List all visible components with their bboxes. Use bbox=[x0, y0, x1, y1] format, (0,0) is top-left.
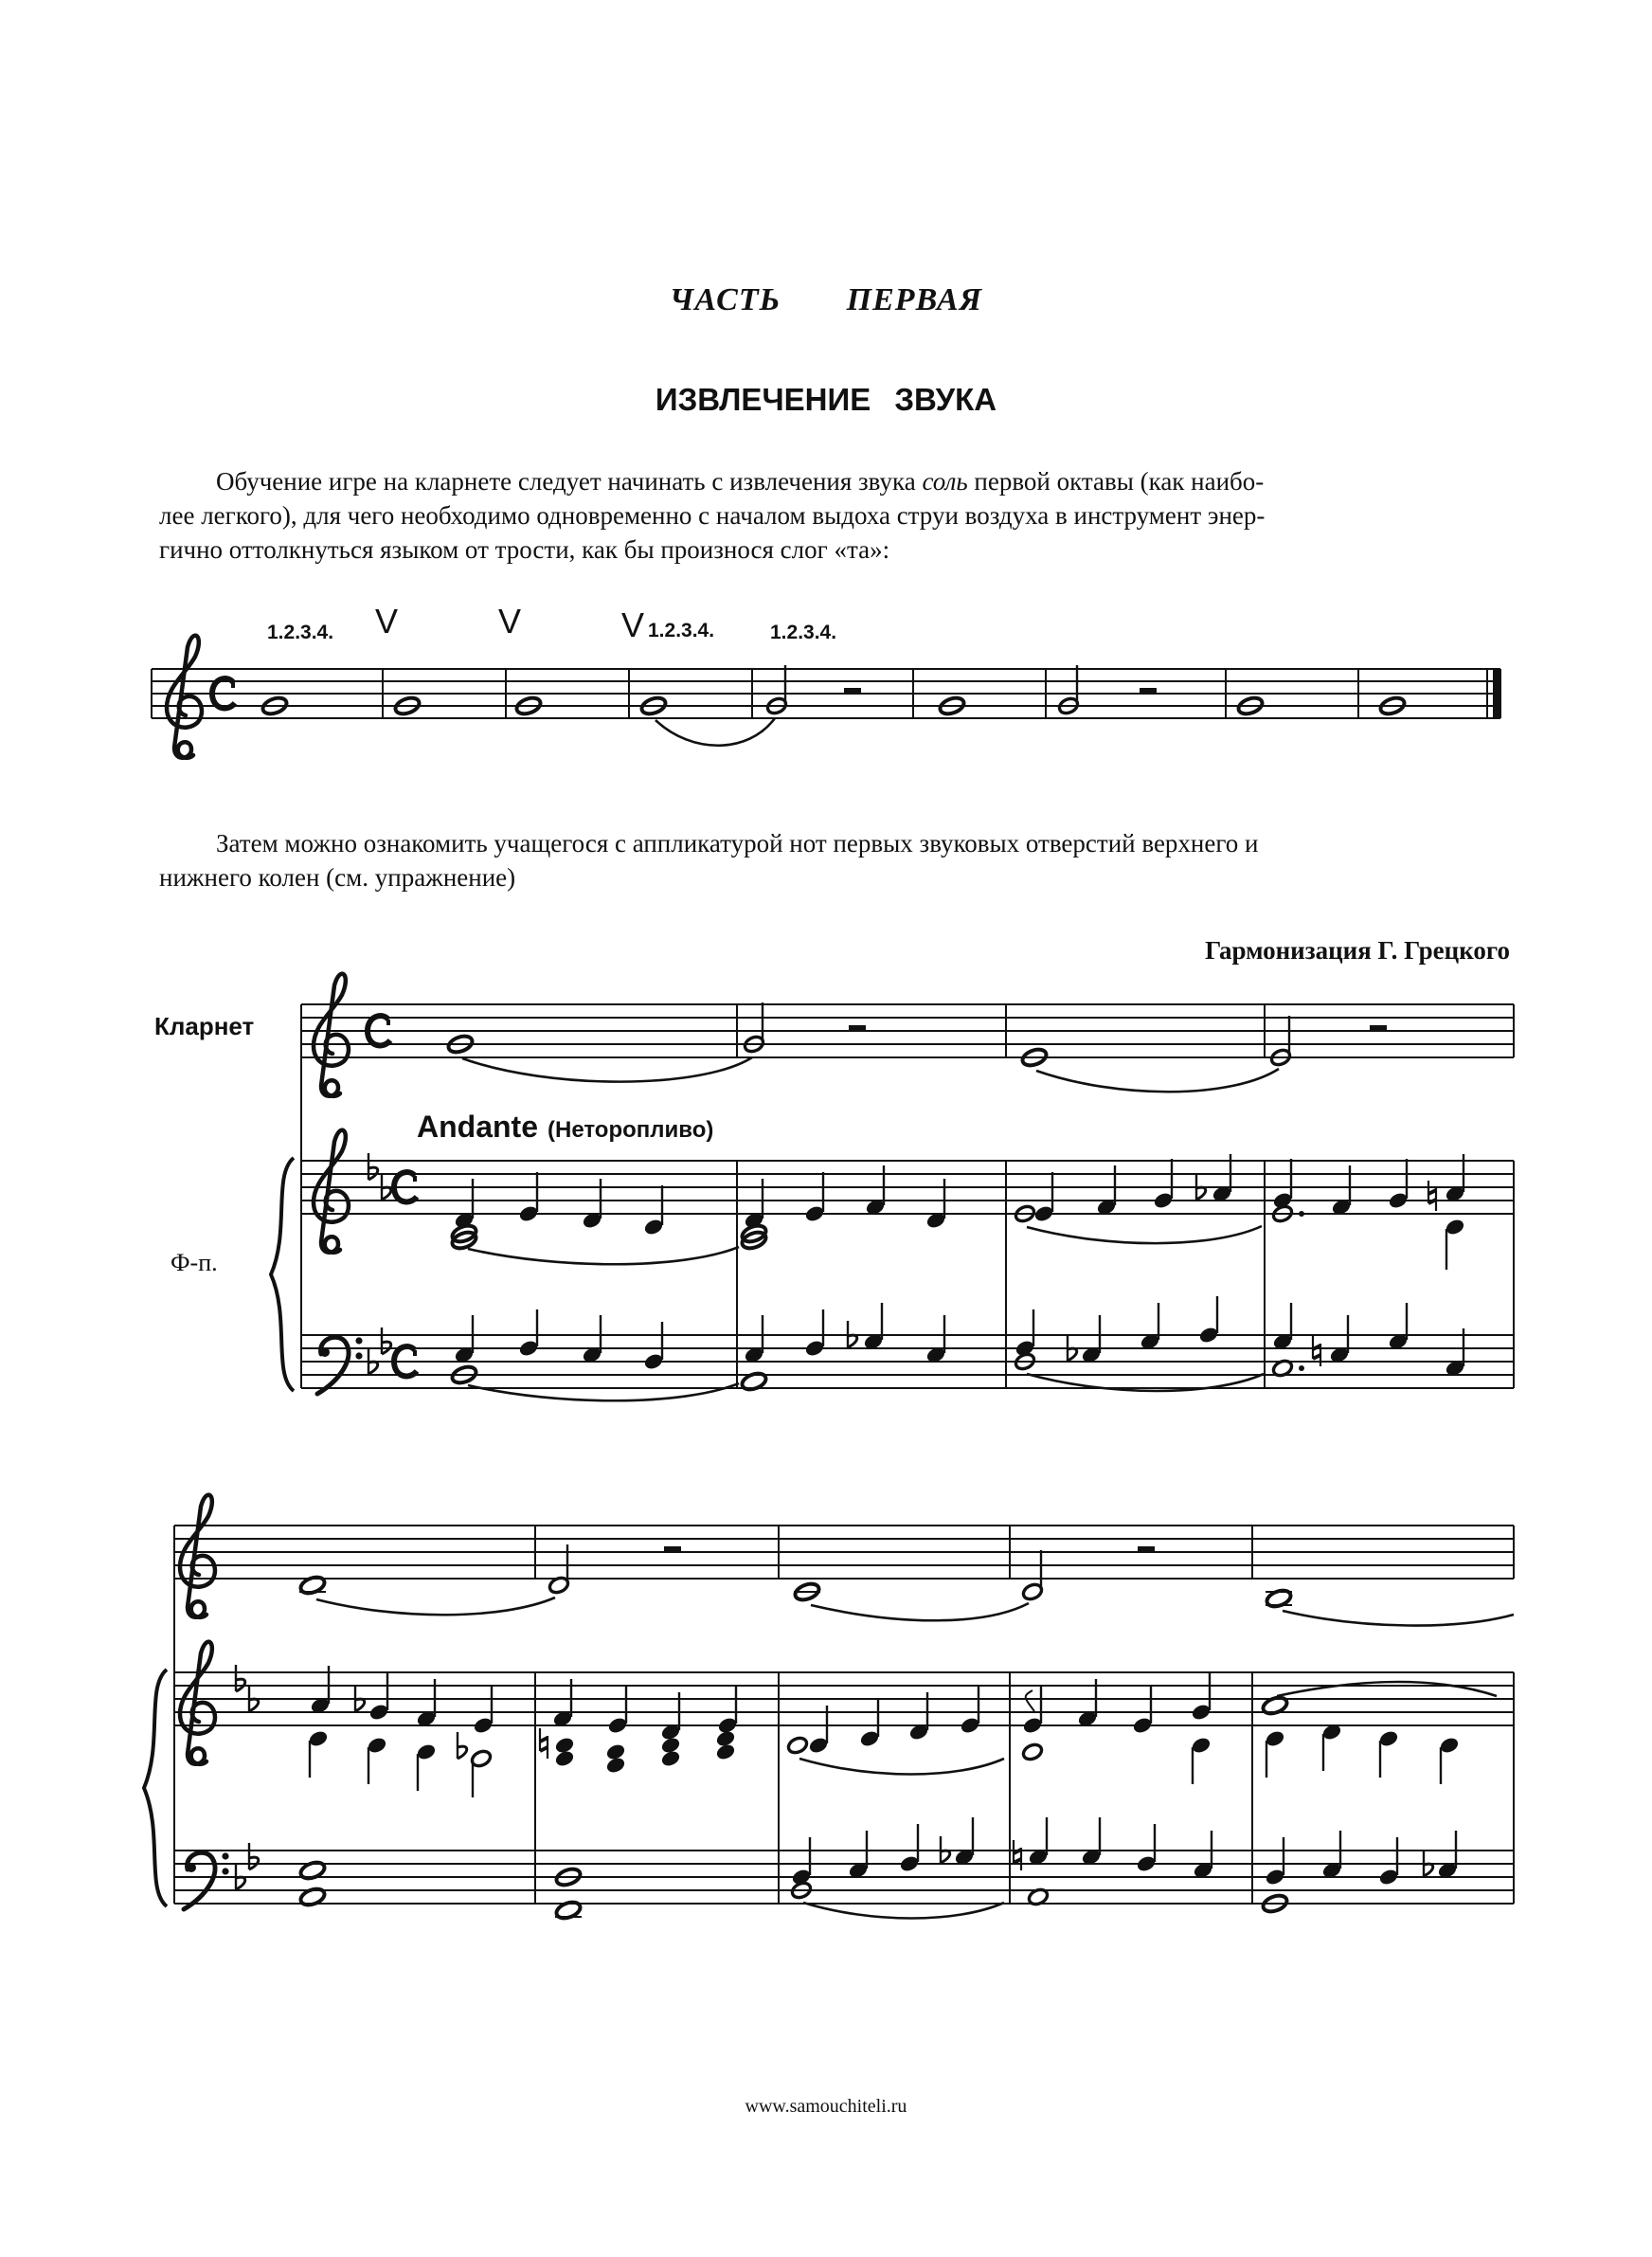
intro-line-2: лее легкого), для чего необходимо одновременно с началом выдоха струи воздуха в инструмент энер- bbox=[159, 501, 1266, 530]
clarinet-label: Кларнет bbox=[154, 1012, 255, 1040]
system-2 bbox=[144, 1495, 1514, 1922]
svg-text:1.2.3.4.: 1.2.3.4. bbox=[267, 622, 334, 643]
piano-label: Ф-п. bbox=[171, 1249, 218, 1276]
intro-line-3: гично оттолкнуться языком от трости, как бы произнося слог «та»: bbox=[159, 535, 890, 564]
svg-text:V: V bbox=[621, 605, 645, 644]
part-title: ЧАСТЬ ПЕРВАЯ bbox=[669, 282, 983, 317]
treble-clef-icon bbox=[167, 636, 202, 758]
section-title: ИЗВЛЕЧЕНИЕ ЗВУКА bbox=[655, 382, 997, 417]
svg-text:V: V bbox=[375, 602, 399, 641]
footer-url: www.samouchiteli.ru bbox=[745, 2096, 907, 2117]
transition-line-1: Затем можно ознакомить учащегося с аппликатурой нот первых звуковых отверстий верхнего и bbox=[216, 829, 1259, 858]
harmonization-credit: Гармонизация Г. Грецкого bbox=[1205, 936, 1510, 965]
tempo-marking: Andante bbox=[417, 1110, 538, 1144]
intro-line-1: Обучение игре на кларнете следует начинать с извлечения звука соль первой октавы (как наибо- bbox=[216, 467, 1265, 496]
svg-text:V: V bbox=[498, 602, 522, 641]
svg-text:1.2.3.4.: 1.2.3.4. bbox=[770, 622, 837, 643]
svg-text:1.2.3.4.: 1.2.3.4. bbox=[648, 620, 715, 641]
tempo-translation: (Неторопливо) bbox=[548, 1117, 714, 1143]
fingering-marks bbox=[267, 602, 836, 644]
transition-line-2: нижнего колен (см. упражнение) bbox=[159, 863, 516, 892]
exercise-1-staff bbox=[152, 636, 1501, 758]
note-name-emphasis: соль bbox=[922, 467, 968, 496]
system-1 bbox=[271, 974, 1514, 1401]
